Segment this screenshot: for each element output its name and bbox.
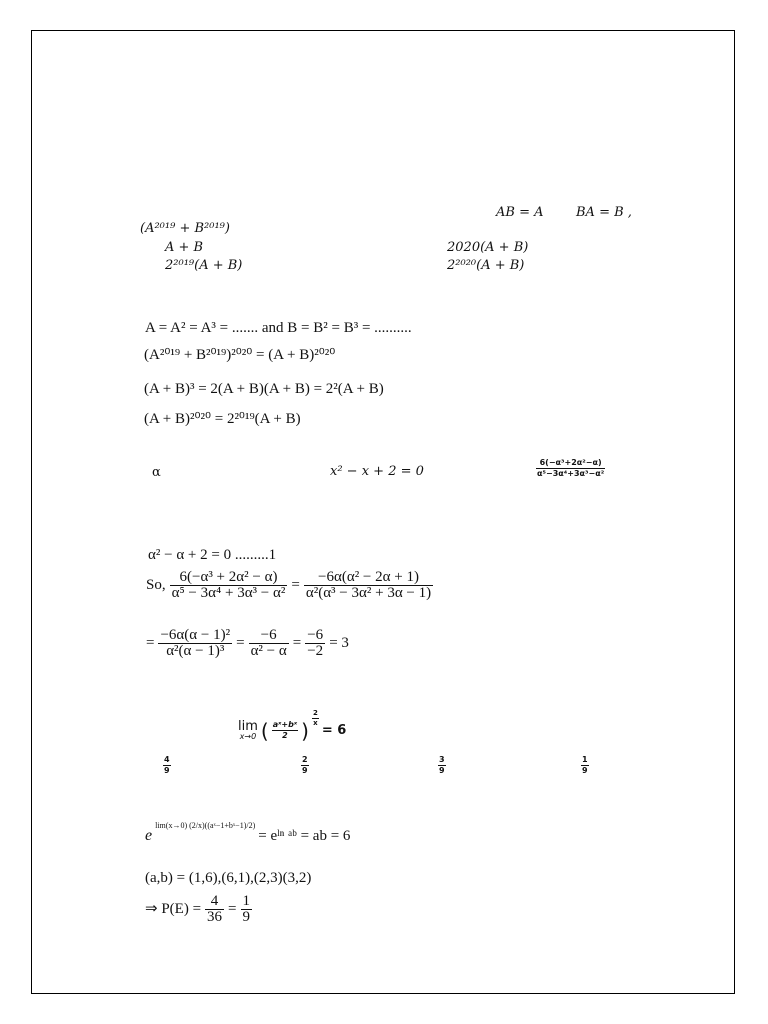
- q3-solution-line1: [145, 821, 351, 844]
- q3-exponent-denominator: x: [313, 719, 318, 727]
- q3-probability-numerator-1: 4: [205, 894, 224, 910]
- q3-probability-label: ⇒ P(E) =: [145, 901, 202, 917]
- q3-option-4: [581, 755, 589, 776]
- q2-equals-3: =: [236, 635, 245, 651]
- q2-fraction-5: [305, 628, 325, 659]
- q1-solution-line4: (A + B)²⁰²⁰ = 2²⁰¹⁹(A + B): [144, 411, 301, 427]
- q1-expression: (A²⁰¹⁹ + B²⁰¹⁹): [140, 221, 230, 236]
- q1-solution-line2: (A²⁰¹⁹ + B²⁰¹⁹)²⁰²⁰ = (A + B)²⁰²⁰: [144, 347, 336, 363]
- q3-option-4-numerator: 1: [582, 755, 588, 764]
- q3-probability-denominator-2: 9: [242, 909, 250, 925]
- q2-expression-fraction: [536, 458, 605, 479]
- q3-option-3-numerator: 3: [439, 755, 445, 764]
- q2-solution-line2: [146, 570, 433, 601]
- q2-fraction-3: [158, 628, 232, 659]
- q3-close-paren: ): [301, 718, 309, 743]
- q2-fraction-2: [304, 570, 433, 601]
- page-frame: [31, 30, 735, 994]
- q3-probability-fraction-2: [241, 894, 253, 925]
- q3-solution-line2: (a,b) = (1,6),(6,1),(2,3)(3,2): [145, 870, 312, 886]
- q2-fraction-5-denominator: −2: [307, 643, 324, 659]
- q1-solution-line1: A = A² = A³ = ....... and B = B² = B³ = ..........: [145, 320, 412, 336]
- q3-open-paren: (: [260, 718, 269, 743]
- q3-option-1-numerator: 4: [164, 755, 170, 764]
- q2-fraction-4: [249, 628, 289, 659]
- q2-fraction-1-denominator: α⁵ − 3α⁴ + 3α³ − α²: [171, 585, 286, 601]
- q3-probability-numerator-2: 1: [242, 893, 250, 909]
- q1-solution-line3: (A + B)³ = 2(A + B)(A + B) = 2²(A + B): [144, 381, 384, 397]
- q2-equation: x² − x + 2 = 0: [330, 464, 424, 479]
- q2-alpha: α: [152, 465, 161, 480]
- q3-probability-equals: =: [228, 901, 237, 917]
- q3-solution-line3: [145, 894, 252, 925]
- q1-option-d: 2²⁰²⁰(A + B): [447, 258, 525, 273]
- q2-so-label: So,: [146, 577, 166, 593]
- q3-probability-denominator-1: 36: [207, 909, 223, 925]
- q3-e-exponent: lim(x→0) (2/x)((aˣ−1+bˣ−1)/2): [155, 821, 256, 830]
- q2-fraction-2-denominator: α²(α³ − 3α² + 3α − 1): [305, 585, 432, 601]
- q2-equals-4: =: [292, 635, 302, 651]
- q2-fraction-2-numerator: −6α(α² − 2α + 1): [304, 570, 433, 586]
- q3-probability-fraction-1: [205, 894, 224, 925]
- q3-inner-numerator: aˣ+bˣ: [272, 720, 298, 729]
- q2-expression: [536, 458, 605, 479]
- q2-expression-denominator: α⁵−3α⁴+3α³−α²: [537, 469, 605, 478]
- q2-fraction-4-denominator: α² − α: [250, 643, 287, 659]
- q3-inner-fraction: [272, 720, 298, 741]
- q3-lim: [238, 720, 258, 741]
- q3-inner-denominator: 2: [282, 731, 288, 740]
- q3-option-2-denominator: 9: [302, 766, 308, 775]
- q3-option-4-fraction: [581, 755, 589, 776]
- q3-option-2-fraction: [301, 755, 309, 776]
- q3-lim-subscript: x→0: [239, 732, 257, 741]
- q2-fraction-5-numerator: −6: [307, 627, 324, 643]
- q3-option-3-denominator: 9: [439, 766, 445, 775]
- q1-given-ba: BA = B ,: [576, 205, 632, 220]
- q1-option-c: 2²⁰¹⁹(A + B): [165, 258, 243, 273]
- q3-option-1-fraction: [163, 755, 171, 776]
- q3-solution-line1-rest: = eˡⁿ ᵃᵇ = ab = 6: [258, 828, 351, 844]
- q3-rhs: = 6: [321, 723, 347, 738]
- q2-equals-2: =: [146, 635, 155, 651]
- q2-fraction-1: [170, 570, 288, 601]
- q3-option-1: [163, 755, 171, 776]
- q2-result: = 3: [329, 635, 349, 651]
- q3-lim-word: lim: [238, 719, 258, 734]
- q2-solution-line1: α² − α + 2 = 0 .........1: [148, 547, 277, 563]
- q3-option-1-denominator: 9: [164, 766, 170, 775]
- q2-fraction-4-numerator: −6: [249, 628, 289, 644]
- q3-limit-statement: [238, 709, 347, 743]
- q3-option-3: [438, 755, 446, 776]
- q3-exponent-numerator: 2: [312, 709, 318, 717]
- q3-option-2: [301, 755, 309, 776]
- q3-option-3-fraction: [438, 755, 446, 776]
- q2-solution-line3: [146, 628, 349, 659]
- q2-fraction-1-numerator: 6(−α³ + 2α² − α): [170, 570, 288, 586]
- q3-option-4-denominator: 9: [582, 766, 588, 775]
- q2-equals-1: =: [291, 577, 300, 593]
- q2-fraction-3-numerator: −6α(α − 1)²: [160, 627, 231, 643]
- q2-fraction-3-denominator: α²(α − 1)³: [166, 643, 225, 659]
- q3-option-2-numerator: 2: [302, 755, 308, 764]
- q3-e-base: e: [145, 827, 153, 844]
- q1-option-a: A + B: [165, 240, 204, 255]
- q1-given-ab: AB = A: [496, 205, 544, 220]
- q2-expression-numerator: 6(−α³+2α²−α): [536, 458, 605, 469]
- q3-exponent-fraction: [312, 709, 319, 728]
- q1-option-b: 2020(A + B): [447, 240, 529, 255]
